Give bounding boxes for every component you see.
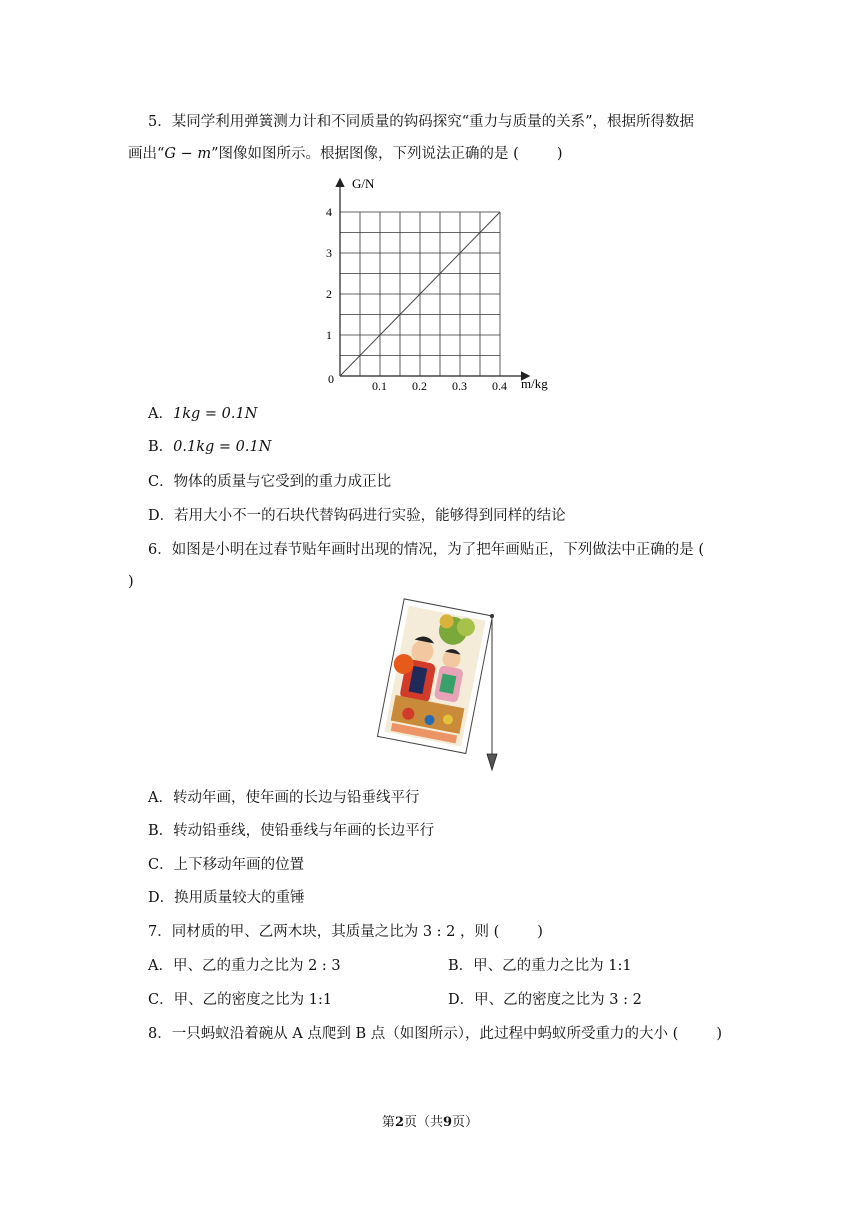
q6-line1 — [148, 540, 704, 560]
option-label: D． — [148, 508, 175, 524]
option-text: 1kg = 0.1N — [172, 406, 258, 422]
option-label: D． — [148, 890, 175, 906]
pin-icon — [490, 614, 494, 618]
q5-stem-line1: 某同学利用弹簧测力计和不同质量的钩码探究“重力与质量的关系”，根据所得数据 — [171, 114, 695, 130]
x-tick-label: 0.1 — [372, 379, 387, 393]
q8-line — [148, 1024, 722, 1044]
page-number: 2 — [394, 1115, 404, 1130]
x-axis-label: m/kg — [521, 376, 548, 391]
option-text: 0.1kg = 0.1N — [173, 439, 272, 455]
q5-option-d — [148, 506, 566, 526]
q5-line1 — [148, 112, 694, 132]
option-label: B． — [148, 439, 174, 455]
option-label: C． — [148, 857, 174, 873]
option-text: 换用质量较大的重锤 — [174, 890, 305, 906]
q5-option-a — [148, 404, 257, 424]
y-axis-label: G/N — [352, 176, 375, 191]
q5-stem-before: 画出“ — [128, 146, 165, 162]
option-text: 上下移动年画的位置 — [173, 857, 305, 873]
q5-close-paren: ) — [556, 146, 563, 162]
q5-stem-after: ”图像如图所示。根据图像，下列说法正确的是 ( — [211, 146, 519, 162]
q7-close-paren: ) — [537, 924, 543, 940]
q5-option-b — [148, 437, 271, 457]
q5-number: 5． — [148, 114, 172, 130]
option-text: 若用大小不一的石块代替钩码进行实验，能够得到同样的结论 — [174, 508, 566, 524]
option-text: 转动铅垂线，使铅垂线与年画的长边平行 — [173, 823, 435, 839]
q6-close-paren: ) — [128, 574, 134, 590]
q7-stem: 同材质的甲、乙两木块，其质量之比为 3 : 2 ，则 ( — [171, 924, 500, 940]
q6-option-d — [148, 888, 305, 908]
page-footer — [0, 1111, 860, 1130]
y-tick-label: 1 — [326, 328, 332, 342]
option-label: B． — [148, 823, 174, 839]
q6-number: 6． — [148, 542, 172, 558]
footer-text: 第 — [381, 1115, 395, 1130]
q7-number: 7． — [148, 924, 172, 940]
option-label: C． — [148, 992, 174, 1008]
q6-line2 — [128, 572, 134, 592]
option-label: B． — [448, 958, 474, 974]
option-label: A． — [148, 406, 173, 422]
q5-option-c — [148, 472, 391, 492]
q7-line — [148, 922, 543, 942]
tilted-new-year-picture — [376, 598, 506, 778]
option-label: D． — [448, 992, 475, 1008]
q7-option-c — [148, 990, 332, 1010]
plumb-bob-icon — [487, 754, 497, 770]
y-tick-label: 3 — [326, 246, 332, 260]
footer-text: 页） — [452, 1115, 479, 1130]
option-text: 甲、乙的密度之比为 3 : 2 — [474, 992, 642, 1008]
q6-stem-line1: 如图是小明在过春节贴年画时出现的情况，为了把年画贴正，下列做法中正确的是 ( — [171, 542, 704, 558]
q6-option-b — [148, 821, 434, 841]
x-tick-label: 0.2 — [412, 379, 427, 393]
q8-number: 8． — [148, 1026, 172, 1042]
q7-option-b — [448, 956, 632, 976]
option-text: 转动年画，使年画的长边与铅垂线平行 — [172, 790, 420, 806]
q7-option-d — [448, 990, 642, 1010]
q6-option-a — [148, 788, 419, 808]
q6-option-c — [148, 855, 304, 875]
origin-label: 0 — [328, 372, 334, 386]
q8-close-paren: ) — [716, 1026, 722, 1042]
option-label: A． — [148, 790, 173, 806]
page-total: 9 — [443, 1115, 453, 1130]
x-tick-label: 0.3 — [452, 379, 467, 393]
option-text: 甲、乙的密度之比为 1:1 — [173, 992, 333, 1008]
g-m-graph — [318, 172, 558, 394]
option-label: C． — [148, 474, 174, 490]
poster-image — [377, 599, 492, 754]
footer-text: 页（共 — [403, 1115, 443, 1130]
y-tick-label: 4 — [326, 205, 332, 219]
option-label: A． — [148, 958, 173, 974]
q5-stem-math: G − m — [164, 146, 212, 162]
option-text: 甲、乙的重力之比为 1:1 — [473, 958, 632, 974]
y-tick-label: 2 — [326, 287, 332, 301]
q5-line2 — [128, 144, 562, 164]
option-text: 物体的质量与它受到的重力成正比 — [173, 474, 392, 490]
q8-stem: 一只蚂蚁沿着碗从 A 点爬到 B 点（如图所示），此过程中蚂蚁所受重力的大小 ( — [171, 1026, 679, 1042]
option-text: 甲、乙的重力之比为 2 : 3 — [172, 958, 341, 974]
x-tick-label: 0.4 — [492, 379, 507, 393]
q7-option-a — [148, 956, 341, 976]
